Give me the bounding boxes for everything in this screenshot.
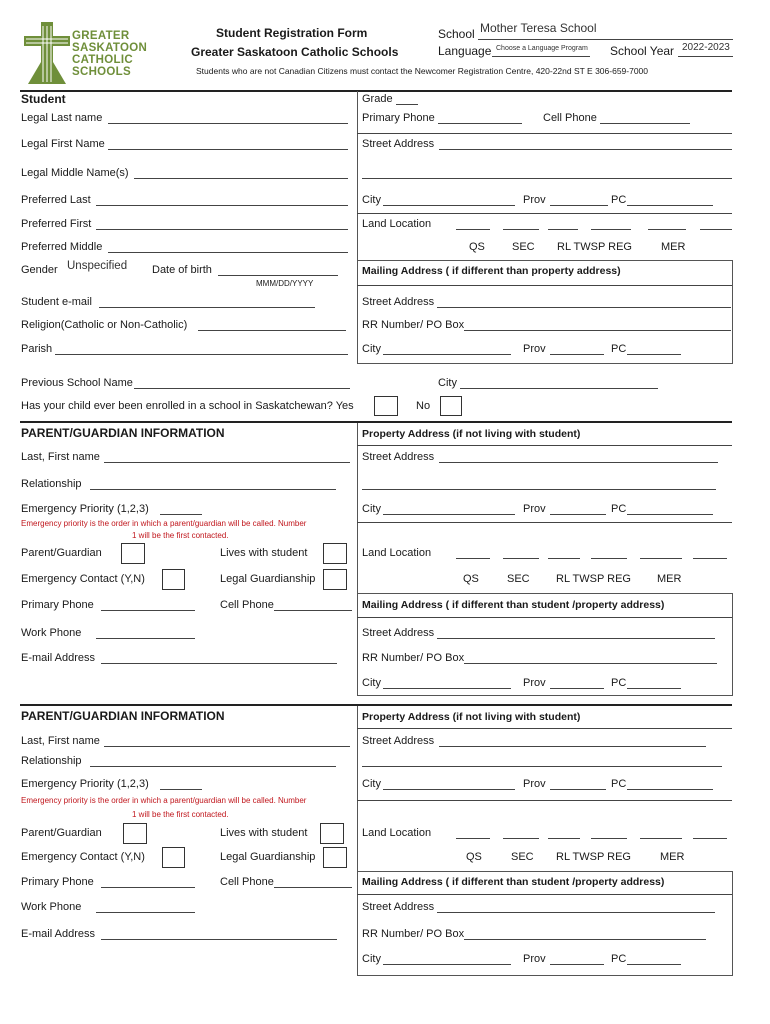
mailing-street-field[interactable] bbox=[437, 307, 731, 308]
prov-label: Prov bbox=[523, 194, 546, 206]
sec-field[interactable] bbox=[503, 229, 539, 230]
g1-pc-field[interactable] bbox=[627, 514, 713, 515]
student-email-field[interactable] bbox=[99, 307, 315, 308]
g2-pc-label: PC bbox=[611, 778, 627, 790]
g2-sec-field[interactable] bbox=[503, 838, 539, 839]
logo bbox=[24, 22, 154, 84]
newcomer-notice: Students who are not Canadian Citizens must contact the Newcomer Registration Centre, 420-22nd ST E 306-659-7000 bbox=[196, 66, 649, 76]
g2-priority-field[interactable] bbox=[160, 789, 202, 790]
g2-email-label: E-mail Address bbox=[21, 928, 95, 940]
g1-legal-guardianship-label: Legal Guardianship bbox=[220, 573, 316, 585]
g2-mailing-prov-field[interactable] bbox=[550, 964, 604, 965]
cross-logo-icon bbox=[24, 22, 70, 84]
legal-first-field[interactable] bbox=[108, 149, 348, 150]
g1-last-first-field[interactable] bbox=[104, 462, 350, 463]
g1-parent-guardian-label: Parent/Guardian bbox=[21, 547, 102, 559]
g2-work-phone-label: Work Phone bbox=[21, 901, 82, 913]
g2-priority-note-2: 1 will be the first contacted. bbox=[132, 810, 229, 819]
g1-rr-field[interactable] bbox=[464, 663, 717, 664]
g2-primary-phone-label: Primary Phone bbox=[21, 876, 94, 888]
mailing-prov-field[interactable] bbox=[550, 354, 604, 355]
g1-mailing-city-label: City bbox=[362, 677, 381, 689]
g1-lives-with-label: Lives with student bbox=[220, 547, 308, 559]
rl-twsp-reg-label: RL TWSP REG bbox=[557, 241, 632, 253]
previous-city-label: City bbox=[438, 377, 457, 389]
student-heading: Student bbox=[21, 92, 66, 106]
qs-label: QS bbox=[469, 241, 485, 253]
g2-rr-label: RR Number/ PO Box bbox=[362, 928, 465, 940]
mailing-street-label: Street Address bbox=[362, 296, 435, 308]
g2-parent-guardian-checkbox[interactable] bbox=[123, 823, 147, 844]
g1-prov-label: Prov bbox=[523, 503, 546, 515]
g1-prov-field[interactable] bbox=[550, 514, 606, 515]
city-field[interactable] bbox=[383, 205, 515, 206]
mer-field[interactable] bbox=[700, 229, 732, 230]
g1-priority-field[interactable] bbox=[160, 514, 202, 515]
enrolled-yes-checkbox[interactable] bbox=[374, 396, 398, 416]
g2-mailing-city-label: City bbox=[362, 953, 381, 965]
g2-mailing-prov-label: Prov bbox=[523, 953, 546, 965]
g1-qs-field[interactable] bbox=[456, 558, 490, 559]
g1-cell-phone-field[interactable] bbox=[274, 610, 352, 611]
g2-rr-field[interactable] bbox=[464, 939, 706, 940]
g1-city-field[interactable] bbox=[383, 514, 515, 515]
g2-relationship-field[interactable] bbox=[90, 766, 336, 767]
g2-mer-label: MER bbox=[660, 851, 685, 863]
enrolled-no-checkbox[interactable] bbox=[440, 396, 462, 416]
g1-mailing-street-field[interactable] bbox=[437, 638, 715, 639]
g1-street-field-line-2[interactable] bbox=[362, 489, 716, 490]
g2-primary-phone-field[interactable] bbox=[101, 887, 195, 888]
pc-label: PC bbox=[611, 194, 627, 206]
g1-mailing-pc-field[interactable] bbox=[627, 688, 681, 689]
g1-rl-field[interactable] bbox=[548, 558, 580, 559]
g2-cell-phone-label: Cell Phone bbox=[220, 876, 274, 888]
g2-mer-field[interactable] bbox=[693, 838, 727, 839]
dob-field[interactable] bbox=[218, 275, 338, 276]
land-location-label: Land Location bbox=[362, 218, 432, 230]
mailing-pc-field[interactable] bbox=[627, 354, 681, 355]
primary-phone-field[interactable] bbox=[438, 123, 522, 124]
g2-property-heading: Property Address (if not living with student) bbox=[362, 711, 581, 723]
g1-last-first-label: Last, First name bbox=[21, 451, 100, 463]
mailing-pc-label: PC bbox=[611, 343, 627, 355]
g1-mailing-street-label: Street Address bbox=[362, 627, 435, 639]
rr-label: RR Number/ PO Box bbox=[362, 319, 465, 331]
reg-field[interactable] bbox=[648, 229, 686, 230]
rr-field[interactable] bbox=[464, 330, 731, 331]
grade-field[interactable] bbox=[396, 104, 418, 105]
g1-sec-field[interactable] bbox=[503, 558, 539, 559]
g2-street-field[interactable] bbox=[439, 746, 706, 747]
g2-reg-field[interactable] bbox=[640, 838, 682, 839]
preferred-first-field[interactable] bbox=[96, 229, 348, 230]
g2-email-field[interactable] bbox=[101, 939, 337, 940]
street-label: Street Address bbox=[362, 138, 435, 150]
form-title: Student Registration Form bbox=[216, 26, 368, 40]
g2-mailing-street-label: Street Address bbox=[362, 901, 435, 913]
g2-qs-field[interactable] bbox=[456, 838, 490, 839]
previous-school-label: Previous School Name bbox=[21, 377, 133, 389]
g2-city-label: City bbox=[362, 778, 381, 790]
g1-reg-field[interactable] bbox=[640, 558, 682, 559]
g1-mailing-pc-label: PC bbox=[611, 677, 627, 689]
dob-label: Date of birth bbox=[152, 264, 212, 276]
dob-format-hint: MMM/DD/YYYY bbox=[256, 279, 314, 288]
g2-qs-label: QS bbox=[466, 851, 482, 863]
preferred-first-label: Preferred First bbox=[21, 218, 92, 230]
religion-field[interactable] bbox=[198, 330, 346, 331]
g1-parent-guardian-checkbox[interactable] bbox=[121, 543, 145, 564]
g2-legal-guardianship-label: Legal Guardianship bbox=[220, 851, 316, 863]
org-name: Greater Saskatoon Catholic Schools bbox=[191, 45, 399, 59]
g2-last-first-label: Last, First name bbox=[21, 735, 100, 747]
g2-prov-label: Prov bbox=[523, 778, 546, 790]
enrolled-question: Has your child ever been enrolled in a school in Saskatchewan? Yes bbox=[21, 400, 354, 412]
sec-label: SEC bbox=[512, 241, 535, 253]
g1-email-label: E-mail Address bbox=[21, 652, 95, 664]
g2-rl-field[interactable] bbox=[548, 838, 580, 839]
g1-emergency-checkbox[interactable] bbox=[162, 569, 185, 590]
grade-label: Grade bbox=[362, 93, 393, 105]
primary-phone-label: Primary Phone bbox=[362, 112, 435, 124]
g2-lives-with-label: Lives with student bbox=[220, 827, 308, 839]
street-field-line-2[interactable] bbox=[362, 178, 732, 179]
g2-emergency-checkbox[interactable] bbox=[162, 847, 185, 868]
mailing-city-label: City bbox=[362, 343, 381, 355]
preferred-middle-label: Preferred Middle bbox=[21, 241, 103, 253]
g2-pc-field[interactable] bbox=[627, 789, 713, 790]
g1-qs-label: QS bbox=[463, 573, 479, 585]
mailing-prov-label: Prov bbox=[523, 343, 546, 355]
g1-sec-label: SEC bbox=[507, 573, 530, 585]
preferred-last-label: Preferred Last bbox=[21, 194, 91, 206]
g1-work-phone-label: Work Phone bbox=[21, 627, 82, 639]
g2-street-field-line-2[interactable] bbox=[362, 766, 722, 767]
g1-mer-field[interactable] bbox=[693, 558, 727, 559]
g2-rl-twsp-reg-label: RL TWSP REG bbox=[556, 851, 631, 863]
g1-priority-label: Emergency Priority (1,2,3) bbox=[21, 503, 149, 515]
g1-mailing-prov-field[interactable] bbox=[550, 688, 604, 689]
school-field[interactable]: Mother Teresa School bbox=[480, 21, 597, 35]
student-email-label: Student e-mail bbox=[21, 296, 92, 308]
g2-lives-with-checkbox[interactable] bbox=[320, 823, 344, 844]
g2-parent-guardian-label: Parent/Guardian bbox=[21, 827, 102, 839]
g1-mer-label: MER bbox=[657, 573, 682, 585]
city-label: City bbox=[362, 194, 381, 206]
g2-mailing-pc-label: PC bbox=[611, 953, 627, 965]
logo-line-2: SASKATOON bbox=[72, 42, 148, 54]
logo-line-1: GREATER bbox=[72, 30, 130, 42]
legal-last-label: Legal Last name bbox=[21, 112, 103, 124]
gender-label: Gender bbox=[21, 264, 58, 276]
cell-phone-label: Cell Phone bbox=[543, 112, 597, 124]
g1-primary-phone-label: Primary Phone bbox=[21, 599, 94, 611]
g1-mailing-prov-label: Prov bbox=[523, 677, 546, 689]
legal-first-label: Legal First Name bbox=[21, 138, 105, 150]
school-label: School bbox=[438, 27, 475, 41]
g2-legal-guardianship-checkbox[interactable] bbox=[323, 847, 347, 868]
g1-emergency-label: Emergency Contact (Y,N) bbox=[21, 573, 145, 585]
legal-last-field[interactable] bbox=[108, 123, 348, 124]
g1-pc-label: PC bbox=[611, 503, 627, 515]
g1-rl-twsp-reg-label: RL TWSP REG bbox=[556, 573, 631, 585]
g2-city-field[interactable] bbox=[383, 789, 515, 790]
g2-work-phone-field[interactable] bbox=[96, 912, 195, 913]
g1-legal-guardianship-checkbox[interactable] bbox=[323, 569, 347, 590]
g1-land-location-label: Land Location bbox=[362, 547, 432, 559]
g1-relationship-field[interactable] bbox=[90, 489, 336, 490]
rl-field[interactable] bbox=[548, 229, 578, 230]
previous-school-field[interactable] bbox=[134, 388, 350, 389]
mailing-city-field[interactable] bbox=[383, 354, 511, 355]
school-year-label: School Year bbox=[610, 44, 675, 58]
g1-city-label: City bbox=[362, 503, 381, 515]
g2-relationship-label: Relationship bbox=[21, 755, 82, 767]
g2-street-label: Street Address bbox=[362, 735, 435, 747]
previous-city-field[interactable] bbox=[460, 388, 658, 389]
enrolled-no-label: No bbox=[416, 400, 431, 412]
g2-priority-label: Emergency Priority (1,2,3) bbox=[21, 778, 149, 790]
g1-street-label: Street Address bbox=[362, 451, 435, 463]
qs-field[interactable] bbox=[456, 229, 490, 230]
parish-label: Parish bbox=[21, 343, 53, 355]
gender-select[interactable]: Unspecified bbox=[67, 260, 128, 272]
preferred-middle-field[interactable] bbox=[108, 252, 348, 253]
parish-field[interactable] bbox=[55, 354, 348, 355]
legal-middle-field[interactable] bbox=[134, 178, 348, 179]
g2-emergency-label: Emergency Contact (Y,N) bbox=[21, 851, 145, 863]
g1-primary-phone-field[interactable] bbox=[101, 610, 195, 611]
g1-street-field[interactable] bbox=[439, 462, 718, 463]
g1-property-heading: Property Address (if not living with student) bbox=[362, 428, 581, 440]
guardian2-heading: PARENT/GUARDIAN INFORMATION bbox=[21, 709, 225, 723]
g2-cell-phone-field[interactable] bbox=[274, 887, 352, 888]
g2-mailing-city-field[interactable] bbox=[383, 964, 511, 965]
logo-line-3: CATHOLIC bbox=[72, 54, 133, 66]
g1-rr-label: RR Number/ PO Box bbox=[362, 652, 465, 664]
g2-mailing-street-field[interactable] bbox=[437, 912, 715, 913]
g1-mailing-city-field[interactable] bbox=[383, 688, 511, 689]
mailing-heading: Mailing Address ( if different than property address) bbox=[362, 265, 621, 277]
g2-prov-field[interactable] bbox=[550, 789, 606, 790]
prov-field[interactable] bbox=[550, 205, 608, 206]
g1-relationship-label: Relationship bbox=[21, 478, 82, 490]
guardian1-heading: PARENT/GUARDIAN INFORMATION bbox=[21, 426, 225, 440]
street-field[interactable] bbox=[439, 149, 732, 150]
religion-label: Religion(Catholic or Non-Catholic) bbox=[21, 319, 188, 331]
g2-sec-label: SEC bbox=[511, 851, 534, 863]
twsp-field[interactable] bbox=[591, 229, 631, 230]
language-label: Language bbox=[438, 44, 492, 58]
legal-middle-label: Legal Middle Name(s) bbox=[21, 167, 129, 179]
g1-mailing-heading: Mailing Address ( if different than student /property address) bbox=[362, 599, 665, 611]
g1-priority-note: Emergency priority is the order in which a parent/guardian will be called. Number bbox=[21, 519, 307, 528]
g2-last-first-field[interactable] bbox=[104, 746, 350, 747]
g1-cell-phone-label: Cell Phone bbox=[220, 599, 274, 611]
language-select[interactable]: Choose a Language Program bbox=[496, 45, 588, 52]
logo-line-4: SCHOOLS bbox=[72, 66, 131, 78]
mer-label: MER bbox=[661, 241, 686, 253]
g1-lives-with-checkbox[interactable] bbox=[323, 543, 347, 564]
g2-twsp-field[interactable] bbox=[591, 838, 627, 839]
g1-priority-note-2: 1 will be the first contacted. bbox=[132, 531, 229, 540]
g2-mailing-heading: Mailing Address ( if different than student /property address) bbox=[362, 876, 665, 888]
g1-twsp-field[interactable] bbox=[591, 558, 627, 559]
preferred-last-field[interactable] bbox=[96, 205, 348, 206]
school-year-field[interactable]: 2022-2023 bbox=[682, 42, 730, 53]
g2-land-location-label: Land Location bbox=[362, 827, 432, 839]
g1-email-field[interactable] bbox=[101, 663, 337, 664]
g1-work-phone-field[interactable] bbox=[96, 638, 195, 639]
pc-field[interactable] bbox=[627, 205, 713, 206]
cell-phone-field[interactable] bbox=[600, 123, 690, 124]
g2-mailing-pc-field[interactable] bbox=[627, 964, 681, 965]
g2-priority-note: Emergency priority is the order in which a parent/guardian will be called. Number bbox=[21, 796, 307, 805]
